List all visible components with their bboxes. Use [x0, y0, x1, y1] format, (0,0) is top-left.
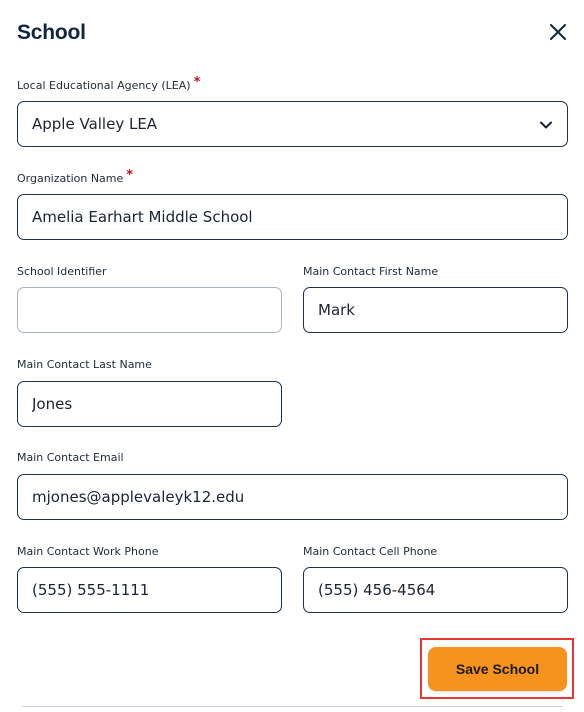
- close-button[interactable]: [546, 20, 570, 44]
- contact-first-name-input[interactable]: [303, 287, 568, 333]
- divider: [22, 706, 563, 707]
- lea-select[interactable]: [17, 101, 568, 147]
- school-identifier-label: School Identifier: [17, 265, 107, 278]
- lea-select-value: Apple Valley LEA: [32, 115, 158, 133]
- contact-work-phone-label: Main Contact Work Phone: [17, 545, 159, 558]
- dialog-title: School: [17, 21, 86, 44]
- contact-cell-phone-input[interactable]: [303, 567, 568, 613]
- required-marker: *: [193, 75, 201, 90]
- org-name-label: [17, 168, 134, 186]
- contact-last-name-value: Jones: [32, 395, 73, 413]
- close-icon: [549, 23, 567, 41]
- lea-label: [17, 75, 201, 93]
- contact-first-name-label: Main Contact First Name: [303, 265, 439, 278]
- org-name-label-text: Organization Name: [17, 172, 124, 185]
- lea-label-text: Local Educational Agency (LEA): [17, 79, 191, 92]
- org-name-value: Amelia Earhart Middle School: [32, 208, 253, 226]
- contact-email-label: Main Contact Email: [17, 451, 124, 464]
- contact-work-phone-value: (555) 555-1111: [32, 581, 150, 599]
- school-identifier-input[interactable]: [17, 287, 282, 333]
- contact-first-name-value: Mark: [318, 301, 355, 319]
- contact-work-phone-input[interactable]: [17, 567, 282, 613]
- required-marker: *: [126, 168, 134, 183]
- contact-cell-phone-label: Main Contact Cell Phone: [303, 545, 438, 558]
- chevron-down-icon: [539, 118, 553, 132]
- save-school-button[interactable]: Save School: [428, 647, 567, 691]
- contact-cell-phone-value: (555) 456-4564: [318, 581, 436, 599]
- contact-last-name-label: Main Contact Last Name: [17, 358, 152, 371]
- contact-email-value: mjones@applevaleyk12.edu: [32, 488, 245, 506]
- org-name-input[interactable]: [17, 194, 568, 240]
- contact-email-input[interactable]: [17, 474, 568, 520]
- contact-last-name-input[interactable]: [17, 381, 282, 427]
